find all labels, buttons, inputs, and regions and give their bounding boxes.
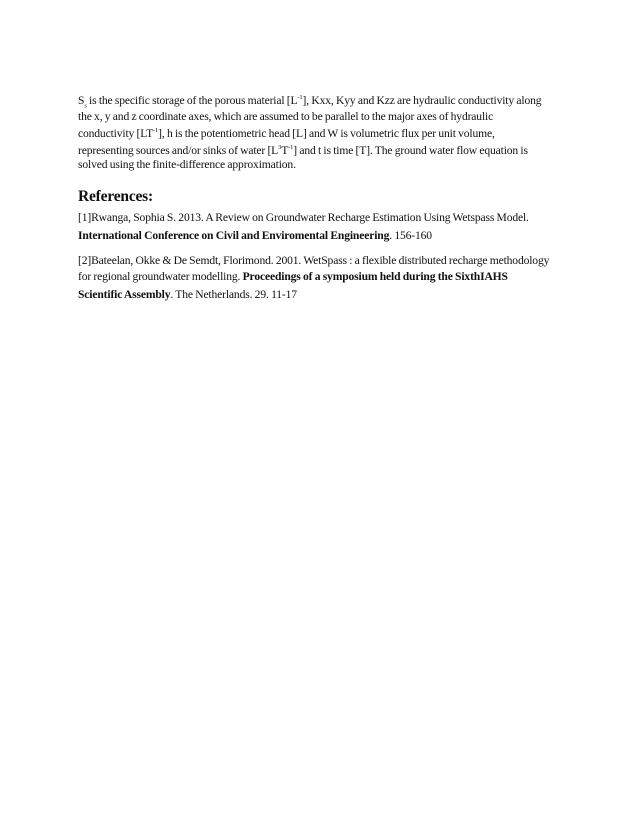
reference-2-proceedings: Proceedings of a symposium held during the SixthIAHS (242, 270, 508, 283)
line3-superscript: -1 (153, 127, 159, 135)
storage-symbol: S (78, 94, 85, 107)
paragraph-line-5: solved using the finite-difference approximation. (78, 158, 296, 171)
reference-2-assembly: Scientific Assembly (78, 288, 171, 301)
line3-text-a: conductivity [LT (78, 127, 154, 140)
paragraph-line-4 (78, 144, 528, 157)
reference-2-line-1: [2]Bateelan, Okke & De Semdt, Florimond. 2001. WetSpass : a flexible distributed recharge methodology (78, 254, 550, 267)
line1-text-b: ], Kxx, Kyy and Kzz are hydraulic conductivity along (302, 94, 542, 107)
line4-superscript-2: -1 (288, 144, 294, 152)
reference-2-line-3 (78, 288, 297, 301)
line1-text-a: is the specific storage of the porous material [L (86, 94, 298, 107)
line4-superscript-1: 3 (278, 144, 282, 152)
paragraph-line-2: the x, y and z coordinate axes, which are assumed to be parallel to the major axes of hydraulic (78, 110, 494, 123)
references-heading: References: (78, 188, 153, 205)
paragraph-line-3 (78, 127, 495, 140)
line4-text-c: ] and t is time [T]. The ground water flow equation is (293, 144, 528, 157)
paragraph-line-1 (78, 94, 542, 110)
line3-text-b: ], h is the potentiometric head [L] and W is volumetric flux per unit volume, (158, 127, 495, 140)
line4-text-a: representing sources and/or sinks of water [L (78, 144, 279, 157)
reference-1-pages: . 156-160 (389, 229, 432, 242)
reference-1-line-2 (78, 229, 432, 242)
reference-2-location: . The Netherlands. 29. 11-17 (170, 288, 297, 301)
reference-2-title-end: for regional groundwater modelling. (78, 270, 243, 283)
line1-superscript: -1 (297, 94, 303, 102)
line4-text-b: T (281, 144, 289, 157)
storage-subscript: s (84, 102, 87, 110)
reference-1-line-1: [1]Rwanga, Sophia S. 2013. A Review on Groundwater Recharge Estimation Using Wetspass Model. (78, 211, 529, 224)
reference-1-conference: International Conference on Civil and Enviromental Engineering (78, 229, 390, 242)
reference-2-line-2 (78, 270, 508, 283)
